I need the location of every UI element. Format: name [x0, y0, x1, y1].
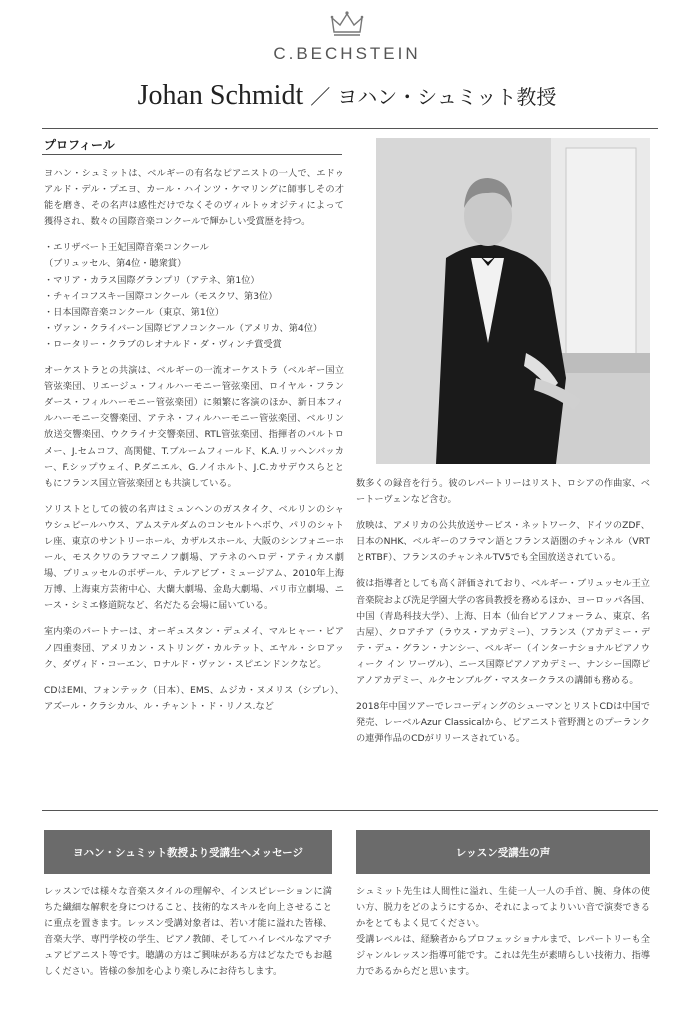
profile-tour: 2018年中国ツアーでレコーディングのシューマンとリストCDは中国で発売、レーベルAzur Classicalから、ピアニスト菅野潤とのプーランクの連弾作品のCDがリリースされている。	[356, 701, 650, 745]
profile-broadcast: 放映は、アメリカの公共放送サービス・ネットワーク、ドイツのZDF、日本のNHK、ベルギーのフラマン語とフランス語圏のチャンネル（VRTとRTBF）、フランスのチャンネルTV5でも全国放送されている。	[356, 520, 650, 564]
award-item: ・マリア・カラス国際グランプリ（アテネ、第1位）	[44, 274, 260, 286]
pianist-portrait-icon	[376, 138, 650, 464]
profile-teaching: 彼は指導者としても高く評価されており、ベルギー・ブリュッセル王立音楽院および洗足学園大学の客員教授を務めるほか、ヨーロッパ各国、中国（青島科技大学）、上海、日本（仙台ピアノフォーラム、東京、名古屋）、クロアチア（ラウス・アカデミー）、フランス（アカデミー・デテ・デュ・グラン・ナンシー、ベルギー（インターナショナルピアノウィーク イン ワーヴル）、ニース国際ピアノアカデミー、ナンシー国際ピアノアカデミー、ルクセンブルグ・マスタークラスの講師も務める。	[356, 578, 650, 687]
profile-chamber: 室内楽のパートナーは、オーギュスタン・デュメイ、マルヒャー・ピアノ四重奏団、アメリカン・ストリング・カルテット、エヤル・シロアック、ダヴィド・コーエン、ロナルド・ヴァン・スピエンドンクなど。	[44, 626, 344, 670]
brand-name: C.BECHSTEIN	[273, 44, 421, 63]
message-box-heading: ヨハン・シュミット教授より受講生へメッセージ	[44, 830, 332, 874]
award-item: ・エリザベート王妃国際音楽コンクール	[44, 242, 209, 254]
section-divider	[42, 810, 658, 811]
voice-box-heading: レッスン受講生の声	[356, 830, 650, 874]
profile-left-column	[44, 166, 344, 786]
profile-heading-underline	[42, 154, 342, 155]
profile-heading: プロフィール	[44, 138, 115, 152]
profile-cd: CDはEMI、フォンテック（日本）、EMS、ムジカ・ヌメリス（シプレ）、アズール・クラシカル、ル・チャント・ド・リノス.など	[44, 684, 344, 712]
page-title	[0, 80, 694, 112]
title-name: Johan Schmidt	[137, 80, 304, 111]
title-jp: ヨハン・シュミット教授	[337, 85, 557, 109]
award-item: （ブリュッセル、第4位・聴衆賞）	[44, 258, 187, 270]
voice-text-2: 受講レベルは、経験者からプロフェッショナルまで、レパートリーも全ジャンルレッスン指導可能です。これは先生が素晴らしい技術力、指導力であるからだと思います。	[356, 934, 650, 978]
profile-soloist: ソリストとしての彼の名声はミュンヘンのガスタイク、ベルリンのシャウシュピールハウス、アムステルダムのコンセルトヘボウ、パリのシャトレ座、東京のサントリーホール、カザルスホール、大阪のシンフォニーホール、モスクワのラフマニノフ劇場、アテネのヘロデ・アティカス劇場、ブリュッセルのボザール、テルアビブ・ミュージアム、2010年上海万博、上海東方芸術中心、大蘭大劇場、金島大劇場、パリ市立劇場、ニース・シミエ修道院など、名だたる会場に届いている。	[44, 503, 344, 612]
message-text: レッスンでは様々な音楽スタイルの理解や、インスピレーションに満ちた繊細な解釈を身につけること、技術的なスキルを向上させることに重点を置きます。レッスン受講対象者は、若い才能に溢れた皆様、音楽大学、専門学校の学生、ピアノ教師、そしてハイレベルなアマチュアピアニスト等です。聴講の方はご興味がある方はどなたでもお越しください。皆様の参加を心より楽しみにお待ちします。	[44, 886, 332, 978]
crown-logo-icon	[330, 10, 364, 40]
portrait-photo	[376, 138, 650, 464]
award-item: ・チャイコフスキー国際コンクール（モスクワ、第3位）	[44, 290, 278, 302]
awards-list	[44, 240, 344, 353]
award-item: ・日本国際音楽コンクール（東京、第1位）	[44, 306, 225, 318]
header-divider	[42, 128, 658, 129]
profile-orchestra: オーケストラとの共演は、ベルギーの一流オーケストラ（ベルギー国立管弦楽団、リエージュ・フィルハーモニー管弦楽団、ロイヤル・フランダース・フィルハーモニー管弦楽団）に頻繁に客演のほか、新日本フィルハーモニー交響楽団、アテネ・フィルハーモニー管弦楽団、ベルリン放送交響楽団、ウクライナ交響楽団、RTL管弦楽団、指揮者のバルトロメー、J.セムコフ、高関健、T.ブルームフィールド、K.A.リッヘンバッカー、F.シップウェイ、P.ダニエル、G.ノイホルト、J.C.カサデウスらとともにフランス国立管弦楽団とも共演している。	[44, 365, 344, 489]
voice-text-1: シュミット先生は人間性に溢れ、生徒一人一人の手首、腕、身体の使い方、脱力をどのようにするか、それによってよりいい音で演奏できるかをとてもよく見てください。	[356, 886, 650, 930]
profile-right-column	[356, 476, 650, 796]
voice-box-body	[356, 884, 650, 1014]
profile-intro: ヨハン・シュミットは、ベルギーの有名なピアニストの一人で、エドゥアルド・デル・プエヨ、カール・ハインツ・ケマリングに師事しその才能を磨き、その名声は感性だけでなくそのヴィルトゥオジティによって獲得され、数々の国際音楽コンクールで輝かしい受賞歴を持つ。	[44, 168, 344, 228]
title-separator: ／	[310, 85, 331, 109]
profile-recordings: 数多くの録音を行う。彼のレパートリーはリスト、ロシアの作曲家、ベートーヴェンなど含む。	[356, 478, 650, 506]
award-item: ・ロータリー・クラブのレオナルド・ダ・ヴィンチ賞受賞	[44, 338, 282, 350]
message-box-body	[44, 884, 332, 1014]
award-item: ・ヴァン・クライバーン国際ピアノコンクール（アメリカ、第4位）	[44, 322, 323, 334]
